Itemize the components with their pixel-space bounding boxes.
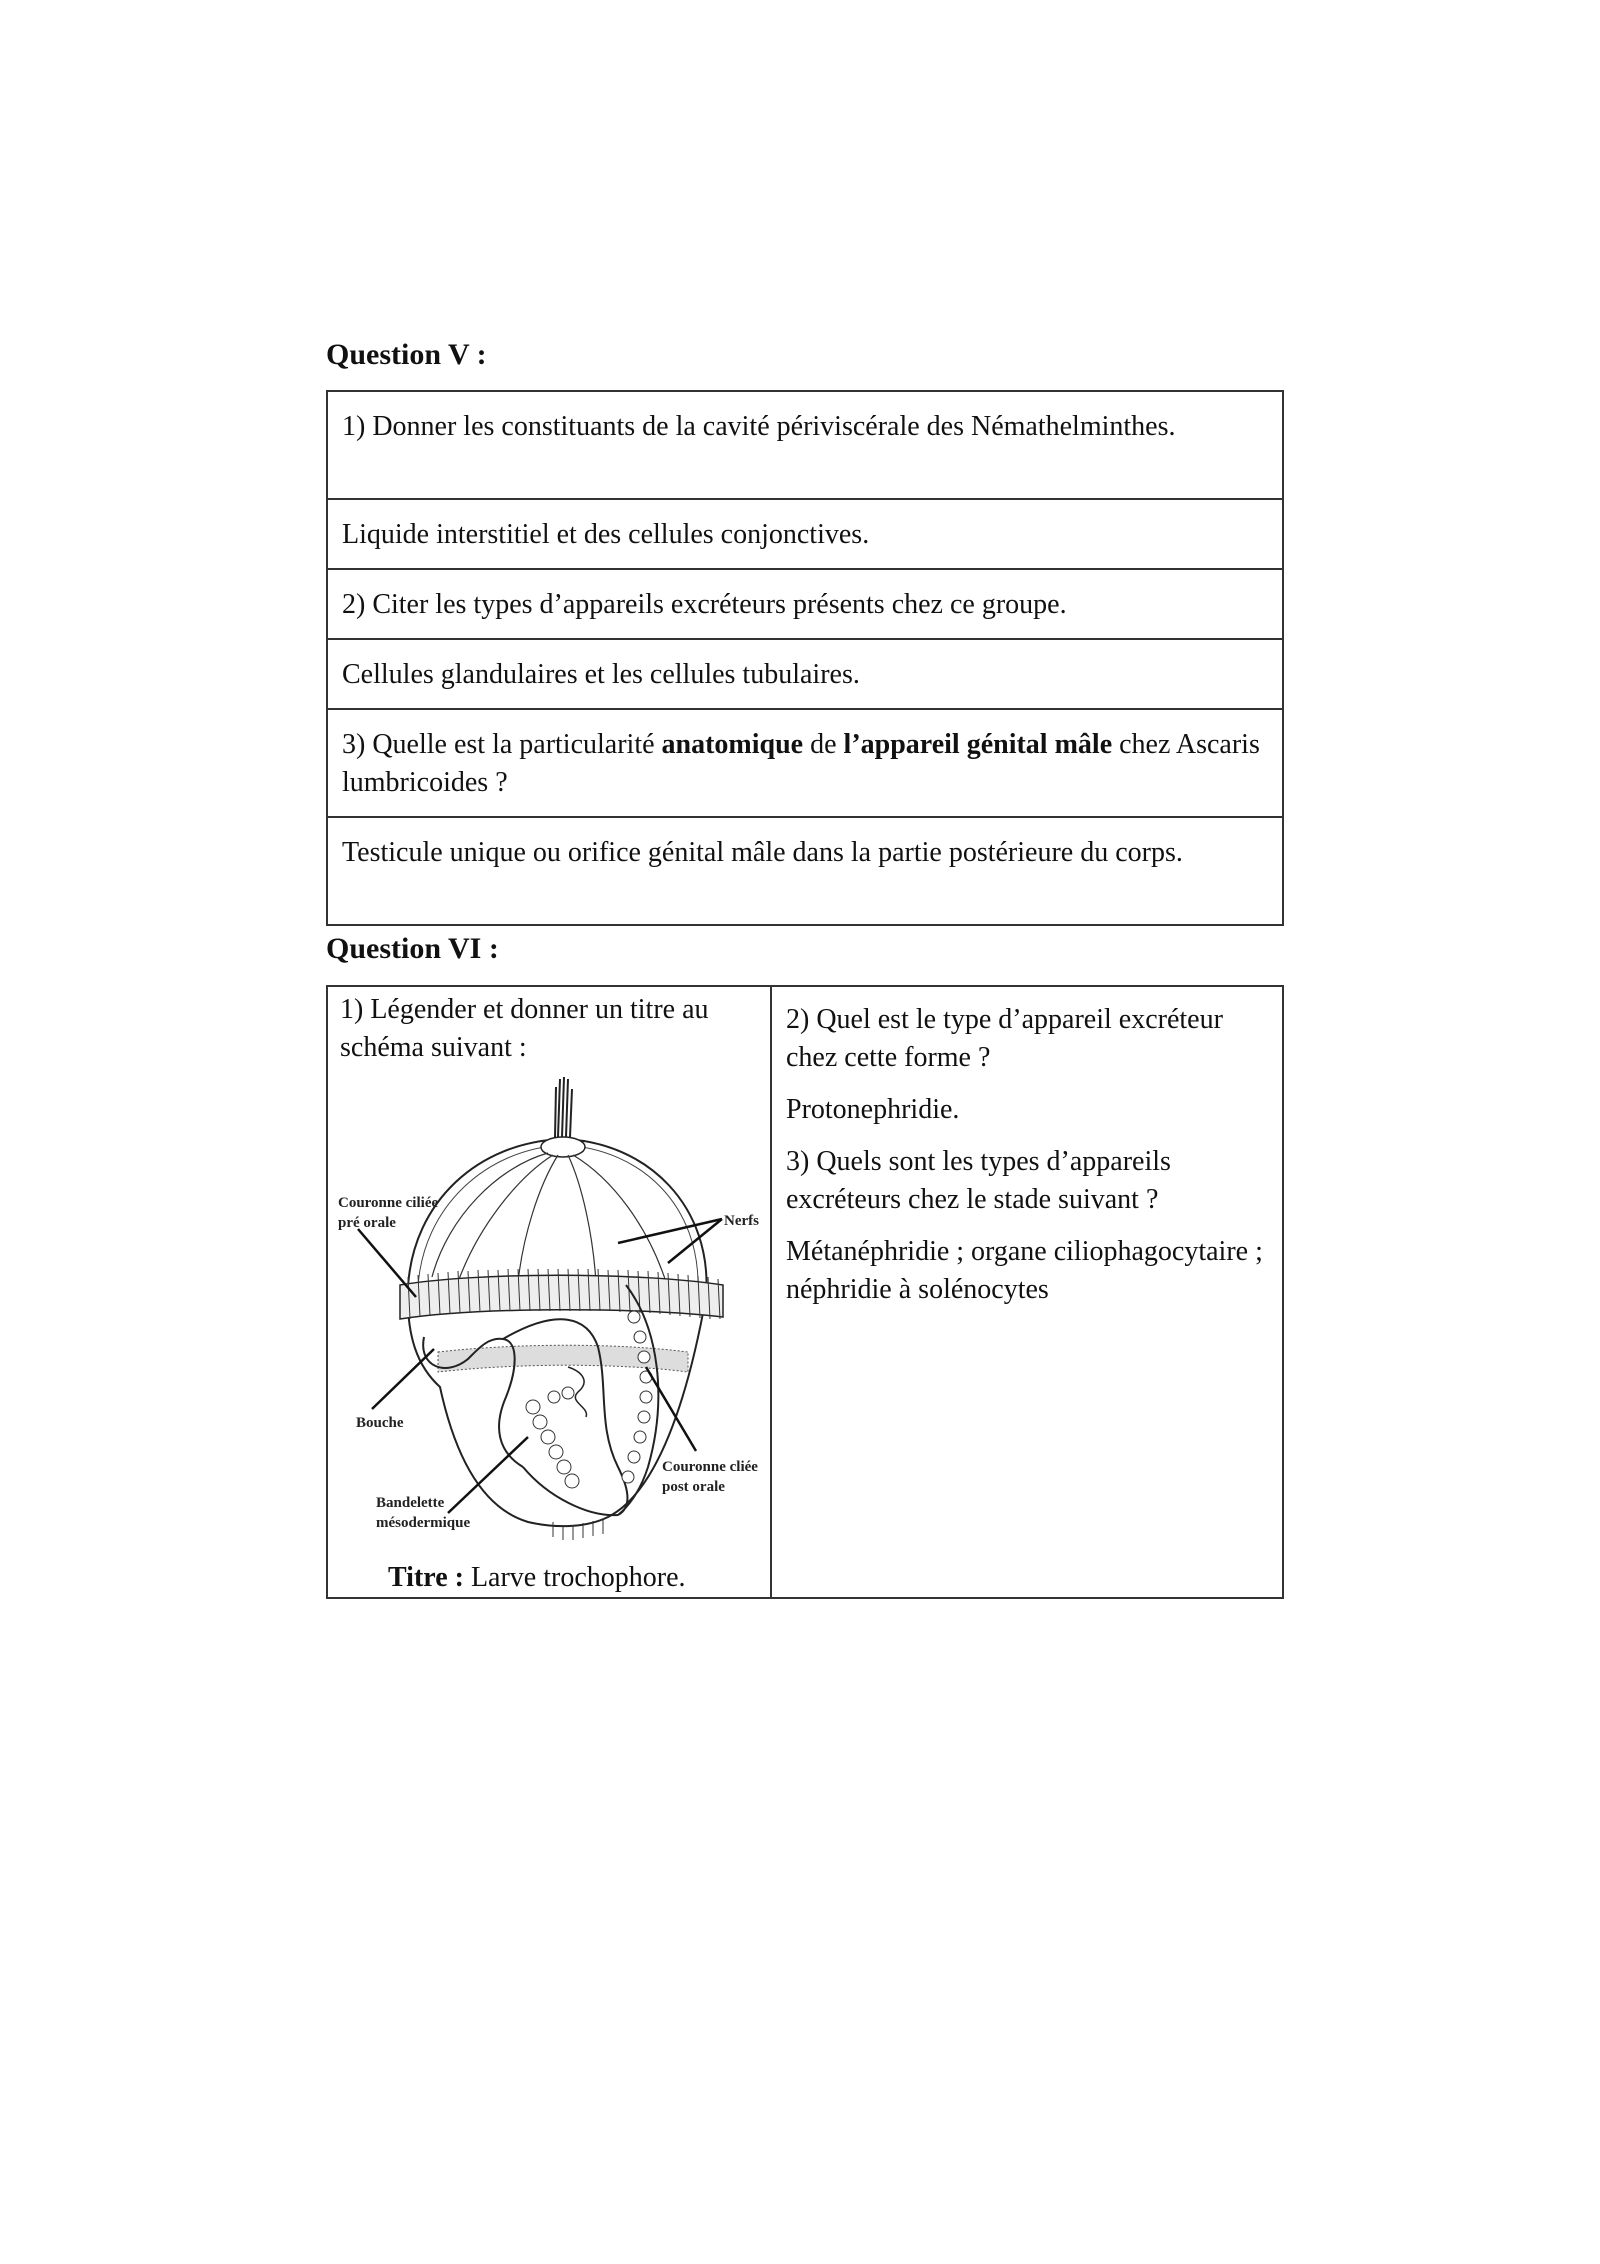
answer-vi-2: Protonephridie. bbox=[786, 1094, 960, 1125]
pointer-bouche bbox=[372, 1349, 434, 1409]
answer-v-3: Testicule unique ou orifice génital mâle dans la partie postérieure du corps. bbox=[327, 817, 1283, 925]
question-vi-2: 2) Quel est le type d’appareil excréteur chez cette forme ? bbox=[786, 1004, 1223, 1073]
question-vi-3: 3) Quels sont les types d’appareils excréteurs chez le stade suivant ? bbox=[786, 1146, 1171, 1215]
table-row bbox=[327, 986, 1283, 1598]
title-label: Titre : bbox=[388, 1562, 464, 1593]
apical-tuft bbox=[555, 1077, 572, 1137]
table-row bbox=[327, 391, 1283, 499]
q3-text-1: 3) Quelle est la particularité bbox=[342, 729, 662, 760]
label-couronne-pre-orale: Couronne ciliée bbox=[338, 1195, 439, 1211]
question-v-3 bbox=[327, 709, 1283, 817]
question-v-table bbox=[326, 390, 1284, 926]
question-v-2: 2) Citer les types d’appareils excréteurs présents chez ce groupe. bbox=[327, 569, 1283, 639]
pointer-bandelette bbox=[448, 1437, 528, 1513]
question-vi-right-cell bbox=[771, 986, 1283, 1598]
label-bandelette-2: mésodermique bbox=[376, 1515, 471, 1531]
q3-text-2: de bbox=[803, 729, 844, 760]
table-row bbox=[327, 817, 1283, 925]
answer-v-2: Cellules glandulaires et les cellules tubulaires. bbox=[327, 639, 1283, 709]
apical-organ bbox=[541, 1137, 585, 1157]
intestine-cells bbox=[618, 1285, 658, 1515]
q3-text-3: chez Ascaris lumbricoides ? bbox=[342, 729, 1260, 798]
label-couronne-post-orale: Couronne cliée bbox=[662, 1459, 758, 1475]
label-bandelette: Bandelette bbox=[376, 1495, 445, 1511]
label-bouche: Bouche bbox=[356, 1415, 404, 1431]
answer-v-1: Liquide interstitiel et des cellules conjonctives. bbox=[327, 499, 1283, 569]
answer-vi-3: Métanéphridie ; organe ciliophagocytaire ; néphridie à solénocytes bbox=[786, 1236, 1263, 1305]
metatroch bbox=[438, 1345, 688, 1372]
question-vi-heading: Question VI : bbox=[326, 932, 499, 965]
question-vi-left-cell bbox=[327, 986, 771, 1598]
q3-bold-2: l’appareil génital mâle bbox=[843, 729, 1113, 760]
trochophore-svg bbox=[328, 1067, 798, 1567]
table-row bbox=[327, 499, 1283, 569]
question-vi-1: 1) Légender et donner un titre au schéma suivant : bbox=[340, 994, 709, 1063]
diagram-title bbox=[388, 1561, 686, 1595]
question-v-1: 1) Donner les constituants de la cavité périviscérale des Némathelminthes. bbox=[327, 391, 1283, 499]
table-row bbox=[327, 639, 1283, 709]
question-v-heading: Question V : bbox=[326, 338, 487, 371]
mesodermal-band bbox=[526, 1387, 579, 1488]
table-row bbox=[327, 569, 1283, 639]
trochophore-diagram bbox=[328, 1067, 798, 1567]
title-value: Larve trochophore. bbox=[463, 1562, 686, 1593]
label-couronne-pre-orale-2: pré orale bbox=[338, 1215, 396, 1231]
question-vi-table bbox=[326, 985, 1284, 1599]
q3-bold-1: anatomique bbox=[661, 729, 804, 760]
pointer-couronne-pre bbox=[358, 1229, 416, 1297]
prototroch bbox=[400, 1269, 723, 1319]
label-nerfs: Nerfs bbox=[724, 1213, 759, 1229]
label-couronne-post-orale-2: post orale bbox=[662, 1479, 725, 1495]
table-row bbox=[327, 709, 1283, 817]
